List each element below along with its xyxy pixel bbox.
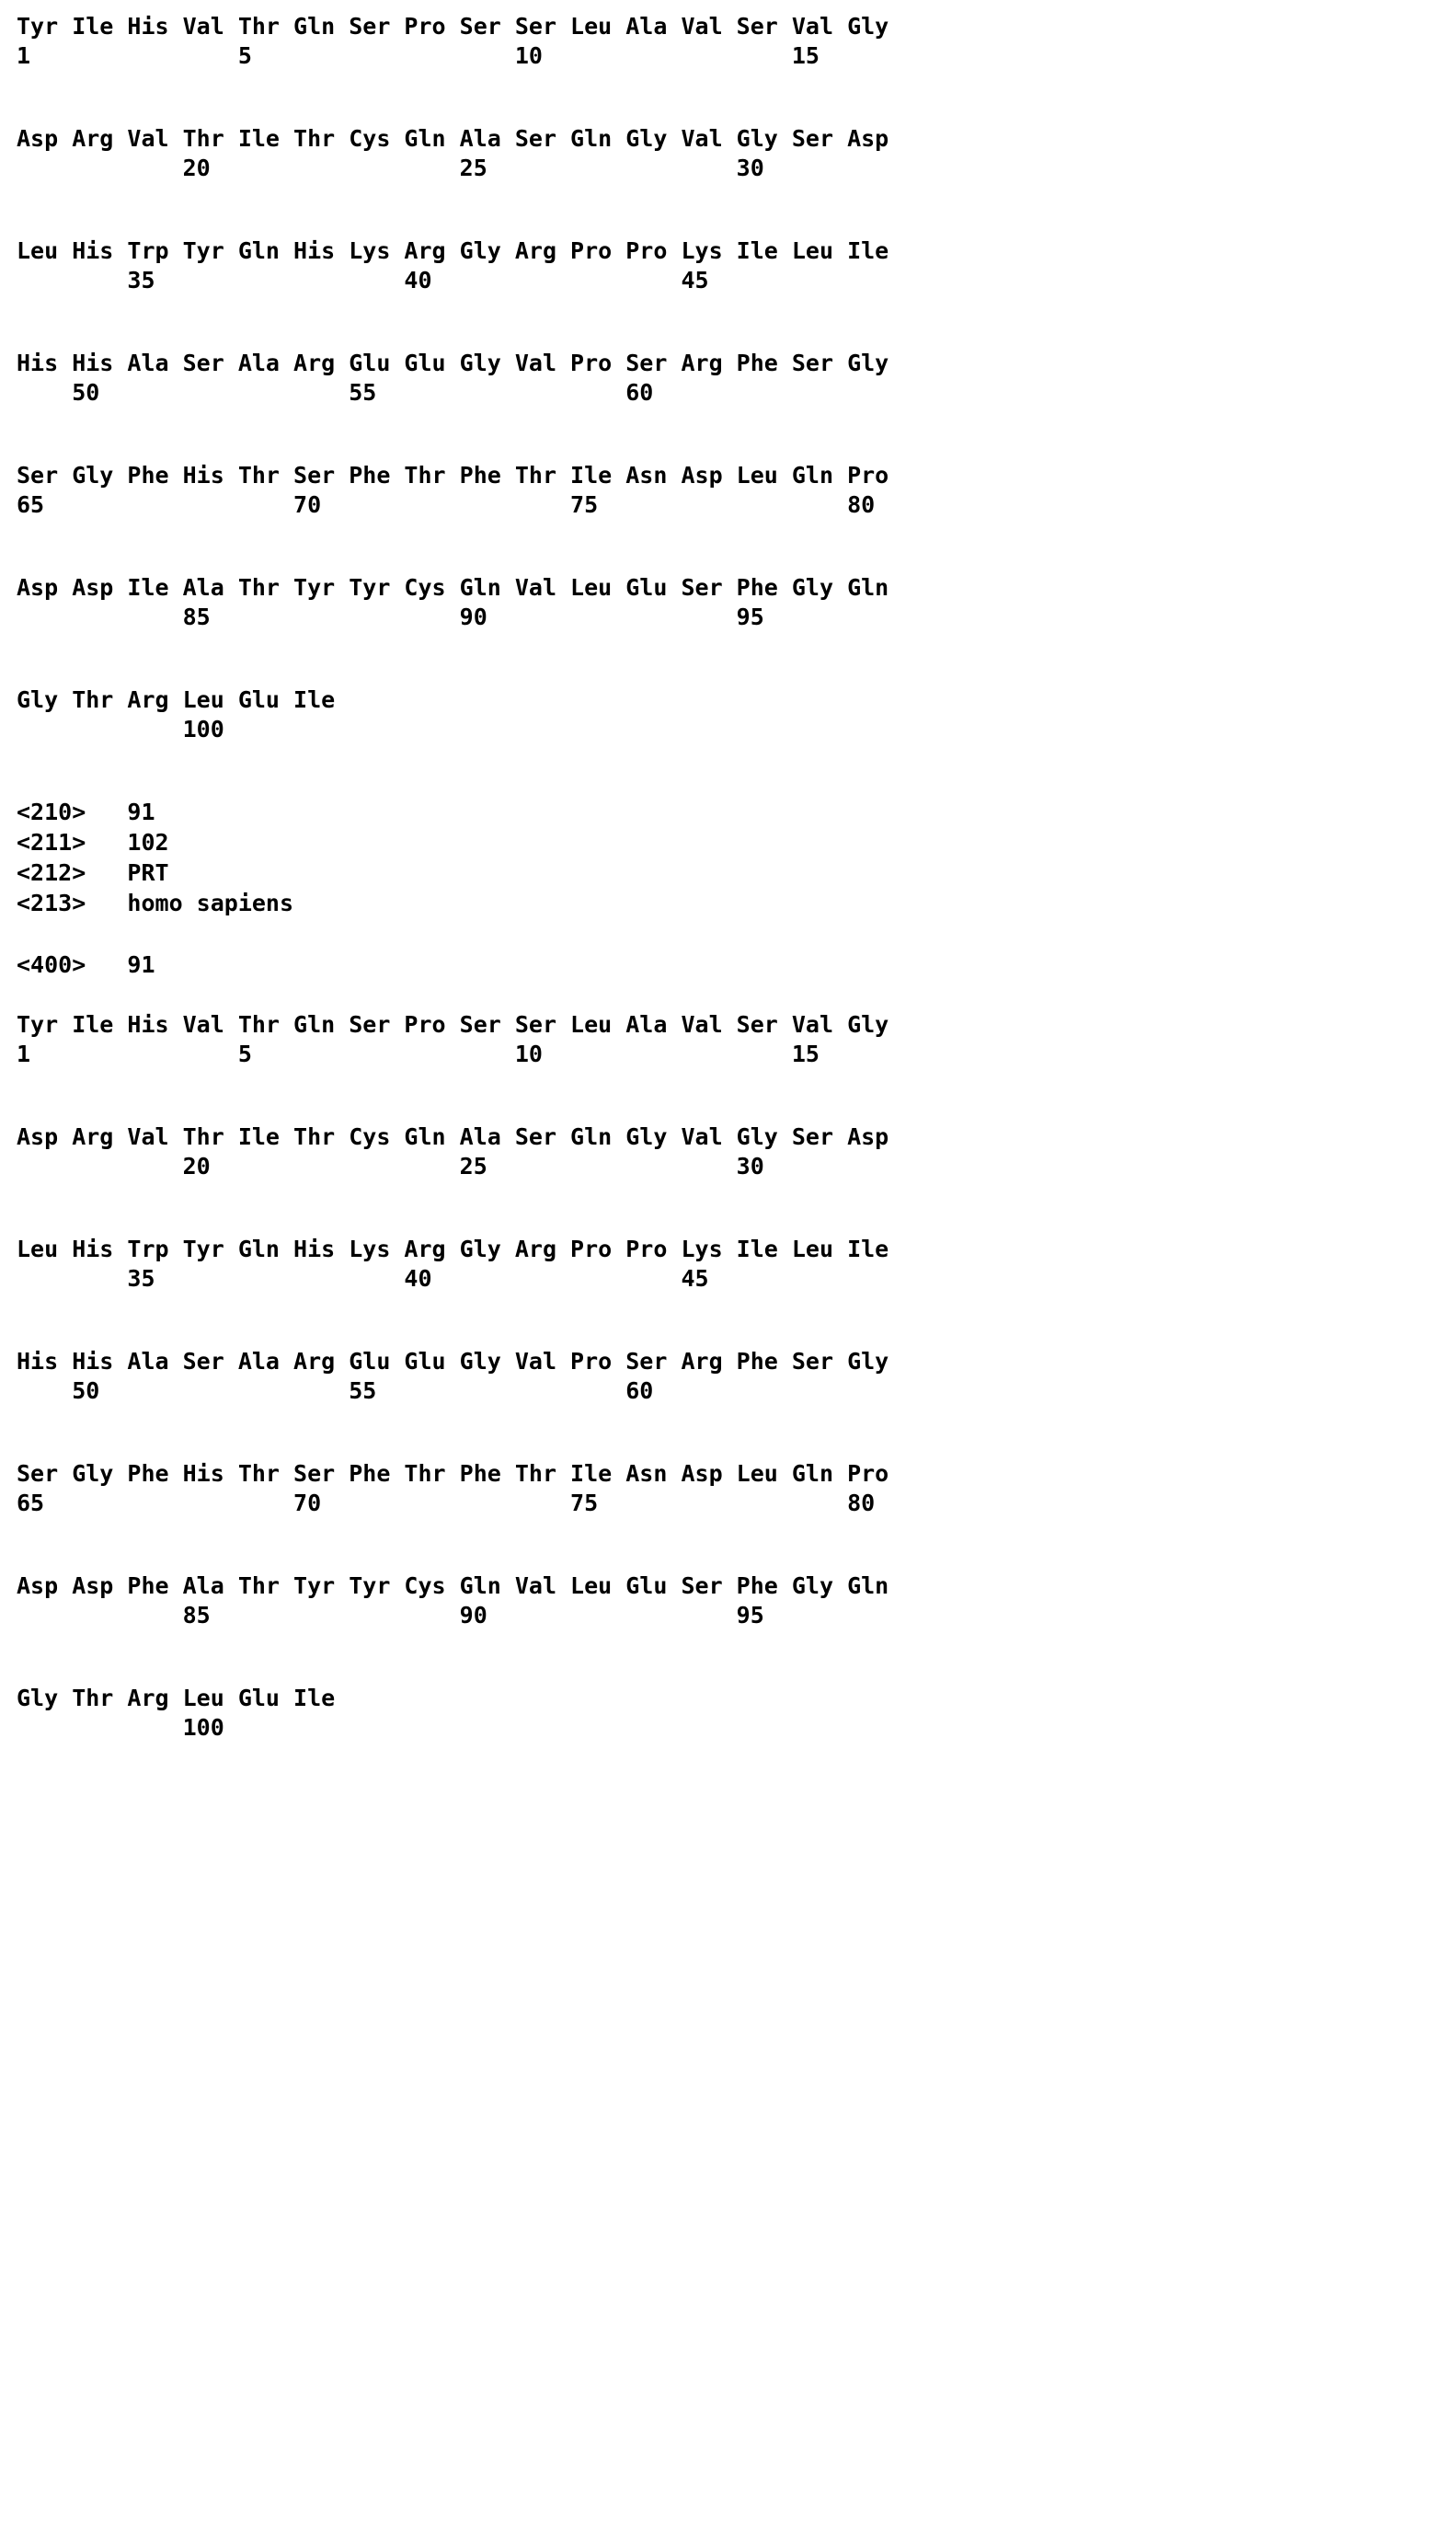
- sequence-block: [17, 1685, 1456, 1742]
- position-number-row: 50 55 60: [17, 1377, 654, 1404]
- sequence-block: [17, 1011, 1456, 1068]
- position-number-row: 35 40 45: [17, 267, 709, 293]
- sequence-block: [17, 1348, 1456, 1405]
- residue-row: Tyr Ile His Val Thr Gln Ser Pro Ser Ser Leu Ala Val Ser Val Gly: [17, 13, 889, 40]
- position-number-row: 35 40 45: [17, 1265, 709, 1292]
- position-number-row: 85 90 95: [17, 604, 764, 630]
- type-line: <212> PRT: [17, 859, 169, 886]
- residue-row: Leu His Trp Tyr Gln His Lys Arg Gly Arg Pro Pro Lys Ile Leu Ile: [17, 1236, 889, 1262]
- seq-id-no-line: <210> 91: [17, 799, 155, 825]
- sequence-header-91: [17, 797, 1456, 980]
- position-number-row: 65 70 75 80: [17, 491, 876, 518]
- organism-line: <213> homo sapiens: [17, 890, 294, 916]
- sequence-block: [17, 1123, 1456, 1180]
- residue-row: Gly Thr Arg Leu Glu Ile: [17, 686, 336, 713]
- sequence-block: [17, 462, 1456, 519]
- sequence-block: [17, 1460, 1456, 1517]
- position-number-row: 100: [17, 716, 224, 742]
- residue-row: Asp Asp Phe Ala Thr Tyr Tyr Cys Gln Val Leu Glu Ser Phe Gly Gln: [17, 1572, 889, 1599]
- position-number-row: 50 55 60: [17, 379, 654, 406]
- sequence-block: [17, 1236, 1456, 1293]
- position-number-row: 100: [17, 1714, 224, 1741]
- sequence-block: [17, 13, 1456, 70]
- residue-row: His His Ala Ser Ala Arg Glu Glu Gly Val Pro Ser Arg Phe Ser Gly: [17, 350, 889, 376]
- residue-row: Gly Thr Arg Leu Glu Ile: [17, 1685, 336, 1711]
- length-line: <211> 102: [17, 829, 169, 856]
- spacer: [17, 980, 1456, 1011]
- residue-row: Asp Asp Ile Ala Thr Tyr Tyr Cys Gln Val Leu Glu Ser Phe Gly Gln: [17, 574, 889, 601]
- sequence-block: [17, 237, 1456, 294]
- sequence-block: [17, 350, 1456, 407]
- sequence-tag-line: <400> 91: [17, 951, 155, 978]
- residue-row: Ser Gly Phe His Thr Ser Phe Thr Phe Thr Ile Asn Asp Leu Gln Pro: [17, 1460, 889, 1487]
- residue-row: Ser Gly Phe His Thr Ser Phe Thr Phe Thr Ile Asn Asp Leu Gln Pro: [17, 462, 889, 489]
- position-number-row: 20 25 30: [17, 155, 764, 181]
- position-number-row: 85 90 95: [17, 1602, 764, 1629]
- residue-row: His His Ala Ser Ala Arg Glu Glu Gly Val Pro Ser Arg Phe Ser Gly: [17, 1348, 889, 1375]
- sequence-block: [17, 125, 1456, 182]
- position-number-row: 20 25 30: [17, 1153, 764, 1180]
- residue-row: Tyr Ile His Val Thr Gln Ser Pro Ser Ser Leu Ala Val Ser Val Gly: [17, 1011, 889, 1038]
- residue-row: Leu His Trp Tyr Gln His Lys Arg Gly Arg Pro Pro Lys Ile Leu Ile: [17, 237, 889, 264]
- sequence-block: [17, 1572, 1456, 1629]
- spacer: [17, 918, 1456, 950]
- sequence-block: [17, 686, 1456, 743]
- first-sequence-body: [17, 13, 1456, 743]
- sequence-block: [17, 574, 1456, 631]
- position-number-row: 1 5 10 15: [17, 1041, 820, 1067]
- position-number-row: 1 5 10 15: [17, 42, 820, 69]
- residue-row: Asp Arg Val Thr Ile Thr Cys Gln Ala Ser Gln Gly Val Gly Ser Asp: [17, 1123, 889, 1150]
- position-number-row: 65 70 75 80: [17, 1490, 876, 1516]
- second-sequence-body: [17, 1011, 1456, 1742]
- residue-row: Asp Arg Val Thr Ile Thr Cys Gln Ala Ser Gln Gly Val Gly Ser Asp: [17, 125, 889, 152]
